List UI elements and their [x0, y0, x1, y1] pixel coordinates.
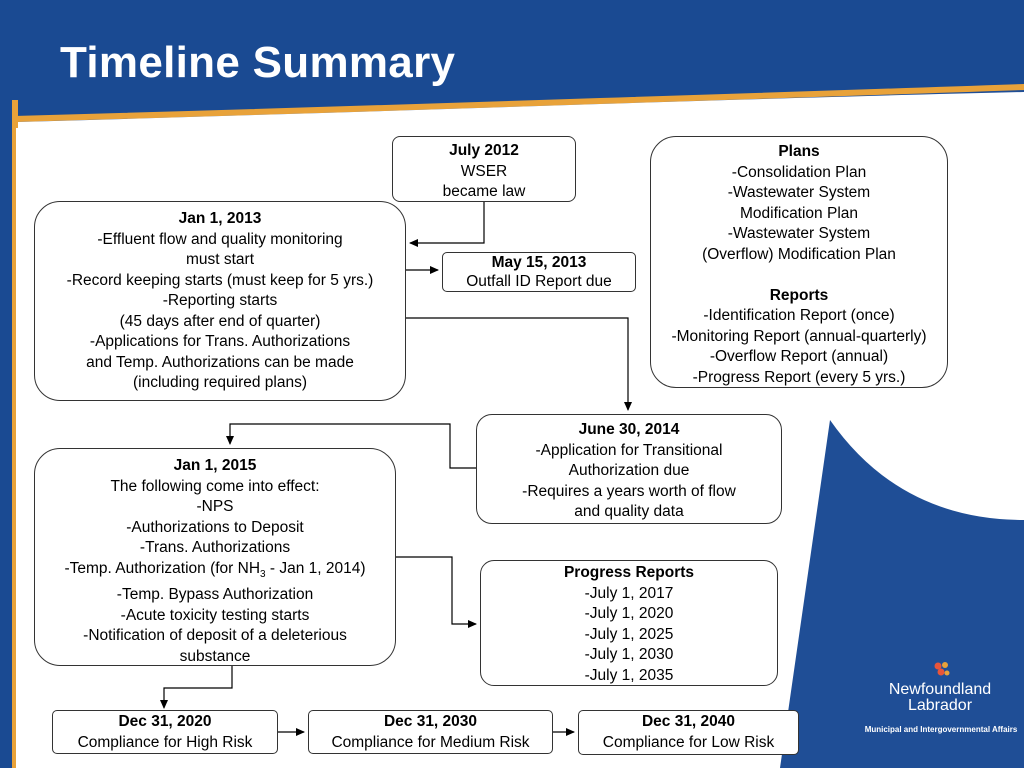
- page-title: Timeline Summary: [60, 38, 456, 87]
- nl-government-logo: [864, 660, 1018, 734]
- box-line: -Temp. Bypass Authorization: [116, 586, 314, 604]
- box-line: -Reporting starts: [162, 292, 278, 309]
- box-line: Compliance for Low Risk: [602, 733, 775, 751]
- box-line: Compliance for High Risk: [77, 733, 253, 751]
- box-line: -July 1, 2035: [584, 666, 674, 684]
- box-jan-2013: [34, 201, 406, 401]
- box-progress-reports: [480, 560, 778, 686]
- box-heading: May 15, 2013: [491, 254, 587, 271]
- box-dec-2020: [52, 710, 278, 754]
- box-jan-2015: [34, 448, 396, 666]
- box-july-2012: [392, 136, 576, 202]
- arrow-jan2015-to-progress: [396, 557, 476, 624]
- arrow-jan2015-to-dec2020: [164, 666, 232, 708]
- box-heading: Jan 1, 2015: [173, 457, 257, 474]
- spacer: [651, 265, 947, 286]
- box-line: -Application for Transitional: [535, 441, 723, 459]
- box-line: must start: [185, 251, 255, 268]
- box-heading: Reports: [769, 286, 829, 304]
- box-heading: July 2012: [449, 142, 519, 159]
- box-line: (45 days after end of quarter): [119, 312, 321, 330]
- box-heading: Jan 1, 2013: [178, 210, 262, 227]
- arrow-july2012-to-jan2013: [410, 202, 484, 243]
- box-line: Compliance for Medium Risk: [331, 733, 530, 751]
- box-line: -Trans. Authorizations: [139, 539, 291, 556]
- box-line: and quality data: [574, 503, 684, 520]
- box-line: -Authorizations to Deposit: [126, 518, 304, 536]
- box-line: -Applications for Trans. Authorizations: [89, 333, 351, 350]
- box-line: -NPS: [196, 498, 234, 515]
- box-heading: Progress Reports: [563, 564, 695, 581]
- department-name: Municipal and Intergovernmental Affairs: [864, 725, 1018, 734]
- box-heading: Dec 31, 2030: [383, 713, 478, 730]
- box-dec-2040: [578, 710, 799, 755]
- logo-wordmark: [885, 682, 995, 714]
- box-line: -July 1, 2017: [584, 584, 674, 602]
- box-line: -Identification Report (once): [703, 307, 895, 324]
- box-dec-2030: [308, 710, 553, 754]
- box-heading: Dec 31, 2020: [118, 713, 212, 730]
- box-line: Outfall ID Report due: [466, 273, 612, 290]
- nh3-subscript: 3: [260, 568, 266, 580]
- box-line: -Effluent flow and quality monitoring: [97, 230, 343, 248]
- nh3-prefix: -Temp. Authorization (for NH: [64, 559, 261, 577]
- logo-line1: Newfoundland: [888, 681, 992, 698]
- box-line: -Overflow Report (annual): [709, 348, 889, 365]
- box-line: WSER: [460, 162, 508, 180]
- box-line: Authorization due: [568, 462, 690, 479]
- box-line: -Wastewater System: [727, 184, 871, 201]
- box-line: -July 1, 2020: [584, 605, 674, 622]
- logo-line2: Labrador: [907, 697, 973, 714]
- box-line: substance: [179, 647, 251, 665]
- box-line: -Progress Report (every 5 yrs.): [692, 368, 906, 386]
- box-line: -July 1, 2030: [584, 646, 674, 663]
- box-line: -Requires a years worth of flow: [522, 482, 736, 500]
- box-may-2013: [442, 252, 636, 292]
- box-plans-reports: [650, 136, 948, 388]
- box-heading: June 30, 2014: [578, 421, 680, 438]
- box-line-nh3: [35, 559, 395, 586]
- box-line: -July 1, 2025: [584, 625, 674, 643]
- box-line: -Notification of deposit of a deleterious: [83, 627, 347, 645]
- box-line: (including required plans): [132, 374, 308, 391]
- nh3-suffix: - Jan 1, 2014): [265, 559, 366, 577]
- pitcher-plant-icon: [932, 660, 952, 682]
- box-heading: Dec 31, 2040: [641, 713, 736, 730]
- box-line: (Overflow) Modification Plan: [702, 245, 896, 263]
- box-line: became law: [442, 183, 526, 200]
- arrow-jan2013-to-june2014: [406, 318, 628, 410]
- box-line: -Consolidation Plan: [731, 163, 867, 181]
- box-line: -Wastewater System: [727, 225, 871, 242]
- box-heading: Plans: [778, 143, 820, 160]
- box-line: The following come into effect:: [110, 477, 320, 495]
- box-line: -Monitoring Report (annual-quarterly): [671, 327, 927, 345]
- box-line: and Temp. Authorizations can be made: [86, 353, 354, 371]
- box-june-2014: [476, 414, 782, 524]
- box-line: -Acute toxicity testing starts: [120, 606, 310, 624]
- box-line: -Record keeping starts (must keep for 5 yrs.): [66, 271, 374, 289]
- box-line: Modification Plan: [739, 204, 859, 222]
